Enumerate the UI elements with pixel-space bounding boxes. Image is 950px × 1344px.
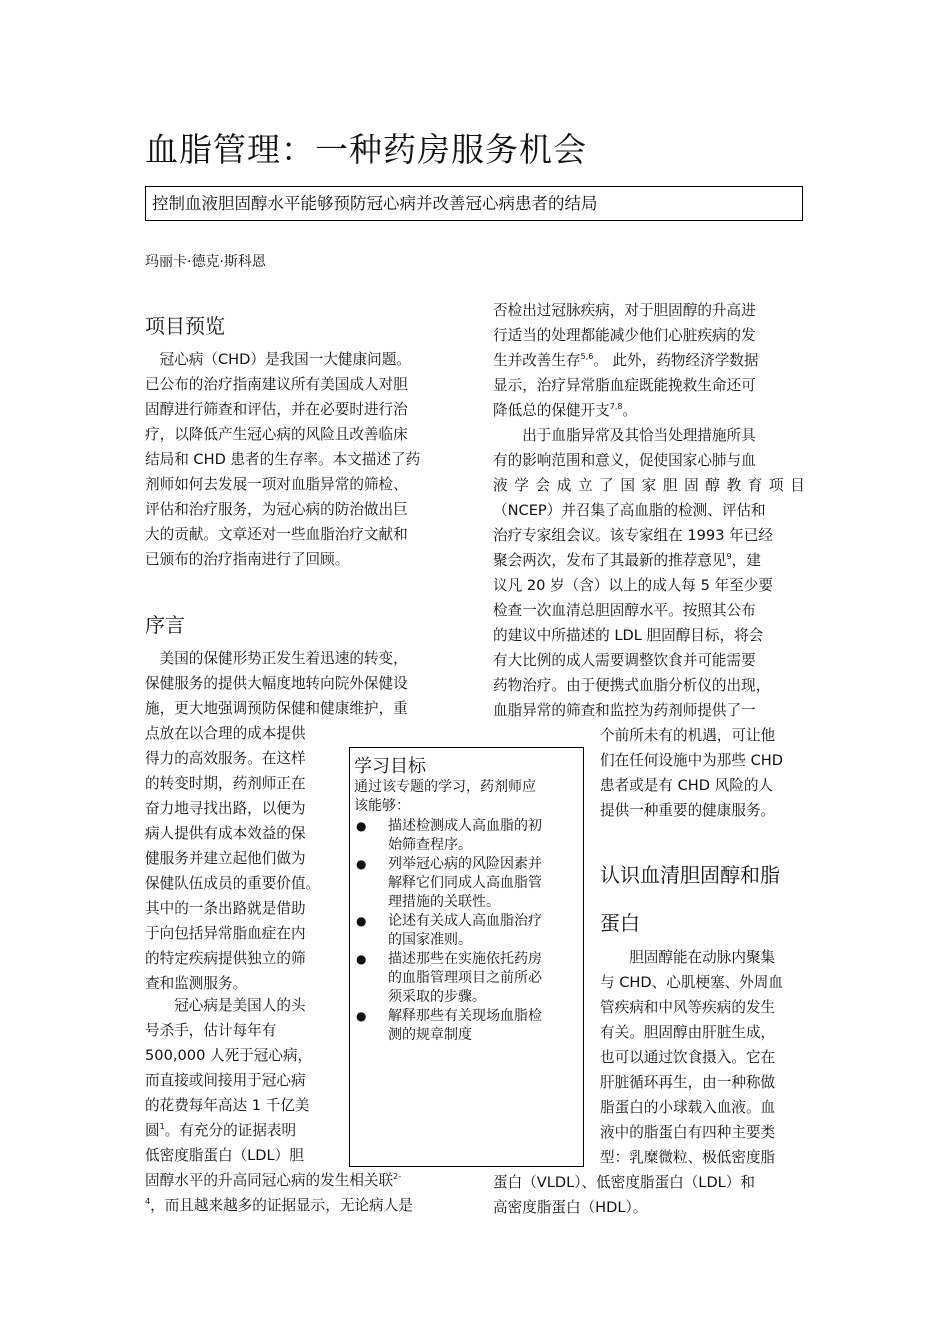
chd-line: 号杀手，估计每年有: [145, 1022, 277, 1039]
chd-line: $^4$，而且越来越多的证据显示，无论病人是: [145, 1197, 413, 1214]
overview-line: 结局和 CHD 患者的生存率。本文描述了药: [145, 451, 421, 468]
preface-line: 的转变时期，药剂师正在: [145, 775, 306, 792]
ncep-char: 教: [726, 477, 742, 494]
objective-item: 理措施的关联性。: [388, 894, 500, 910]
ncep-char: 了: [599, 477, 614, 494]
article-title: 血脂管理：一种药房服务机会: [145, 130, 587, 169]
chd-ref1-line: 圆$^1$。有充分的证据表明: [145, 1122, 297, 1139]
objectives-intro: 该能够：: [354, 798, 410, 814]
ncep-char: 醇: [705, 477, 720, 494]
preface-line: 奋力地寻找出路，以便为: [145, 800, 306, 817]
lipid-heading-cont: 蛋白: [600, 911, 640, 935]
objective-item: 测的规章制度: [388, 1027, 472, 1043]
lipid-line: 有关。胆固醇由肝脏生成，: [600, 1024, 776, 1041]
ncep-char: 项: [769, 477, 784, 494]
lipid-line: 与 CHD、心肌梗塞、外周血: [600, 974, 783, 991]
overview-line: 冠心病（CHD）是我国一大健康问题。: [145, 351, 411, 368]
col2-line: 的建议中所描述的 LDL 胆固醇目标，将会: [493, 627, 764, 644]
ncep-char: 国: [620, 477, 636, 494]
ncep-char: 目: [790, 477, 805, 494]
ncep-char: 胆: [662, 477, 678, 494]
lipid-line: 也可以通过饮食摄入。它在: [600, 1049, 776, 1066]
learning-objectives-box: [349, 747, 584, 1167]
col2-line: 血脂异常的筛查和监控为药剂师提供了一: [493, 702, 756, 719]
col2-line: 聚会两次，发布了其最新的推荐意见$^9$，建: [493, 552, 761, 569]
overview-line: 剂师如何去发展一项对血脂异常的筛检、: [145, 476, 408, 493]
bullet-icon: ●: [356, 1009, 367, 1023]
author: 玛丽卡·德克·斯科恩: [145, 254, 266, 270]
ncep-char: 家: [641, 477, 657, 494]
objective-item: 列举冠心病的风险因素并: [388, 856, 542, 872]
objective-item: 的国家准则。: [388, 932, 472, 948]
overview-line: 大的贡献。文章还对一些血脂治疗文献和: [145, 526, 408, 543]
col2-line: 患者或是有 CHD 风险的人: [600, 777, 774, 794]
ncep-char: 固: [684, 477, 699, 494]
ncep-char: 育: [747, 477, 763, 494]
col2-line: 议凡 20 岁（含）以上的成人每 5 年至少要: [493, 577, 773, 594]
objective-item: 须采取的步骤。: [388, 989, 486, 1005]
lipid-line: 脂蛋白的小球载入血液。血: [600, 1099, 776, 1116]
preface-line: 施，更大地强调预防保健和健康维护，重: [145, 700, 408, 717]
col2-line: 有的影响范围和意义，促使国家心肺与血: [493, 452, 756, 469]
col2-line: 提供一种重要的健康服务。: [600, 802, 776, 819]
objective-item: 解释它们同成人高血脂管: [388, 875, 542, 891]
chd-line: 的花费每年高达 1 千亿美: [145, 1097, 310, 1114]
col2-line: 否检出过冠脉疾病，对于胆固醇的升高进: [493, 302, 756, 319]
ncep-char: 学: [514, 477, 529, 494]
col2-line: 有大比例的成人需要调整饮食并可能需要: [493, 652, 756, 669]
preface-line: 保健队伍成员的重要价值。: [145, 875, 321, 892]
ncep-char: 会: [535, 477, 551, 494]
lipid-heading: 认识血清胆固醇和脂: [600, 863, 780, 887]
chd-line: 而直接或间接用于冠心病: [145, 1072, 306, 1089]
lipid-line: 液中的脂蛋白有四种主要类: [600, 1124, 776, 1141]
lipid-line: 肝脏循环再生，由一种称做: [600, 1074, 776, 1091]
preface-line: 美国的保健形势正发生着迅速的转变，: [145, 650, 408, 667]
preface-line: 的特定疾病提供独立的筛: [145, 950, 306, 967]
overview-heading: 项目预览: [145, 314, 225, 338]
objective-item: 的血脂管理项目之前所必: [388, 970, 542, 986]
objective-item: 解释那些有关现场血脂检: [388, 1008, 542, 1024]
bullet-icon: ●: [356, 819, 367, 833]
chd-line: 冠心病是美国人的头: [145, 997, 306, 1014]
lipid-line: 高密度脂蛋白（HDL）。: [493, 1199, 648, 1216]
col2-line: 出于血脂异常及其恰当处理措施所具: [493, 427, 756, 444]
col2-line: 治疗专家组会议。该专家组在 1993 年已经: [493, 527, 773, 544]
col2-line: 显示，治疗异常脂血症既能挽救生命还可: [493, 377, 756, 394]
preface-heading: 序言: [145, 613, 185, 637]
preface-line: 其中的一条出路就是借助: [145, 900, 306, 917]
preface-line: 得力的高效服务。在这样: [145, 750, 306, 767]
col2-line: （NCEP）并召集了高血脂的检测、评估和: [493, 502, 766, 519]
ncep-justified-line: [493, 473, 805, 498]
lipid-line: 型：乳糜微粒、极低密度脂: [600, 1149, 776, 1166]
overview-line: 已颁布的治疗指南进行了回顾。: [145, 551, 350, 568]
subtitle-box: 控制血液胆固醇水平能够预防冠心病并改善冠心病患者的结局: [145, 186, 803, 221]
preface-line: 点放在以合理的成本提供: [145, 725, 306, 742]
col2-line: 降低总的保健开支$^{7,8}$。: [493, 402, 638, 419]
preface-line: 查和监测服务。: [145, 975, 248, 992]
ncep-char: 立: [577, 477, 593, 494]
preface-line: 病人提供有成本效益的保: [145, 825, 306, 842]
overview-line: 疗，以降低产生冠心病的风险且改善临床: [145, 426, 408, 443]
col2-line: 生并改善生存$^{5,6}$。 此外，药物经济学数据: [493, 352, 759, 369]
col2-line: 药物治疗。由于便携式血脂分析仪的出现，: [493, 677, 771, 694]
overview-line: 固醇进行筛查和评估，并在必要时进行治: [145, 401, 408, 418]
preface-line: 健服务并建立起他们做为: [145, 850, 306, 867]
bullet-icon: ●: [356, 857, 367, 871]
col2-line: 个前所未有的机遇，可让他: [600, 727, 776, 744]
objective-item: 始筛查程序。: [388, 837, 472, 853]
col2-line: 检查一次血清总胆固醇水平。按照其公布: [493, 602, 756, 619]
bullet-icon: ●: [356, 914, 367, 928]
col2-line: 行适当的处理都能减少他们心脏疾病的发: [493, 327, 756, 344]
objective-item: 描述那些在实施依托药房: [388, 951, 542, 967]
overview-line: 已公布的治疗指南建议所有美国成人对胆: [145, 376, 408, 393]
ncep-char: 成: [556, 477, 572, 494]
chd-line: 500,000 人死于冠心病，: [145, 1047, 313, 1064]
lipid-line: 管疾病和中风等疾病的发生: [600, 999, 776, 1016]
ncep-char: 液: [493, 477, 508, 494]
objective-item: 描述检测成人高血脂的初: [388, 818, 542, 834]
bullet-icon: ●: [356, 952, 367, 966]
chd-line: 固醇水平的升高同冠心病的发生相关联$^{2-}$: [145, 1172, 402, 1189]
chd-line: 低密度脂蛋白（LDL）胆: [145, 1147, 304, 1164]
objective-item: 论述有关成人高血脂治疗: [388, 913, 542, 929]
objectives-intro: 通过该专题的学习，药剂师应: [354, 779, 536, 795]
lipid-line: 蛋白（VLDL）、低密度脂蛋白（LDL）和: [493, 1174, 755, 1191]
preface-line: 于向包括异常脂血症在内: [145, 925, 306, 942]
overview-line: 评估和治疗服务，为冠心病的防治做出巨: [145, 501, 408, 518]
preface-line: 保健服务的提供大幅度地转向院外保健设: [145, 675, 408, 692]
objectives-title: 学习目标: [354, 756, 426, 777]
col2-line: 们在任何设施中为那些 CHD: [600, 752, 783, 769]
lipid-line: 胆固醇能在动脉内聚集: [600, 949, 776, 966]
